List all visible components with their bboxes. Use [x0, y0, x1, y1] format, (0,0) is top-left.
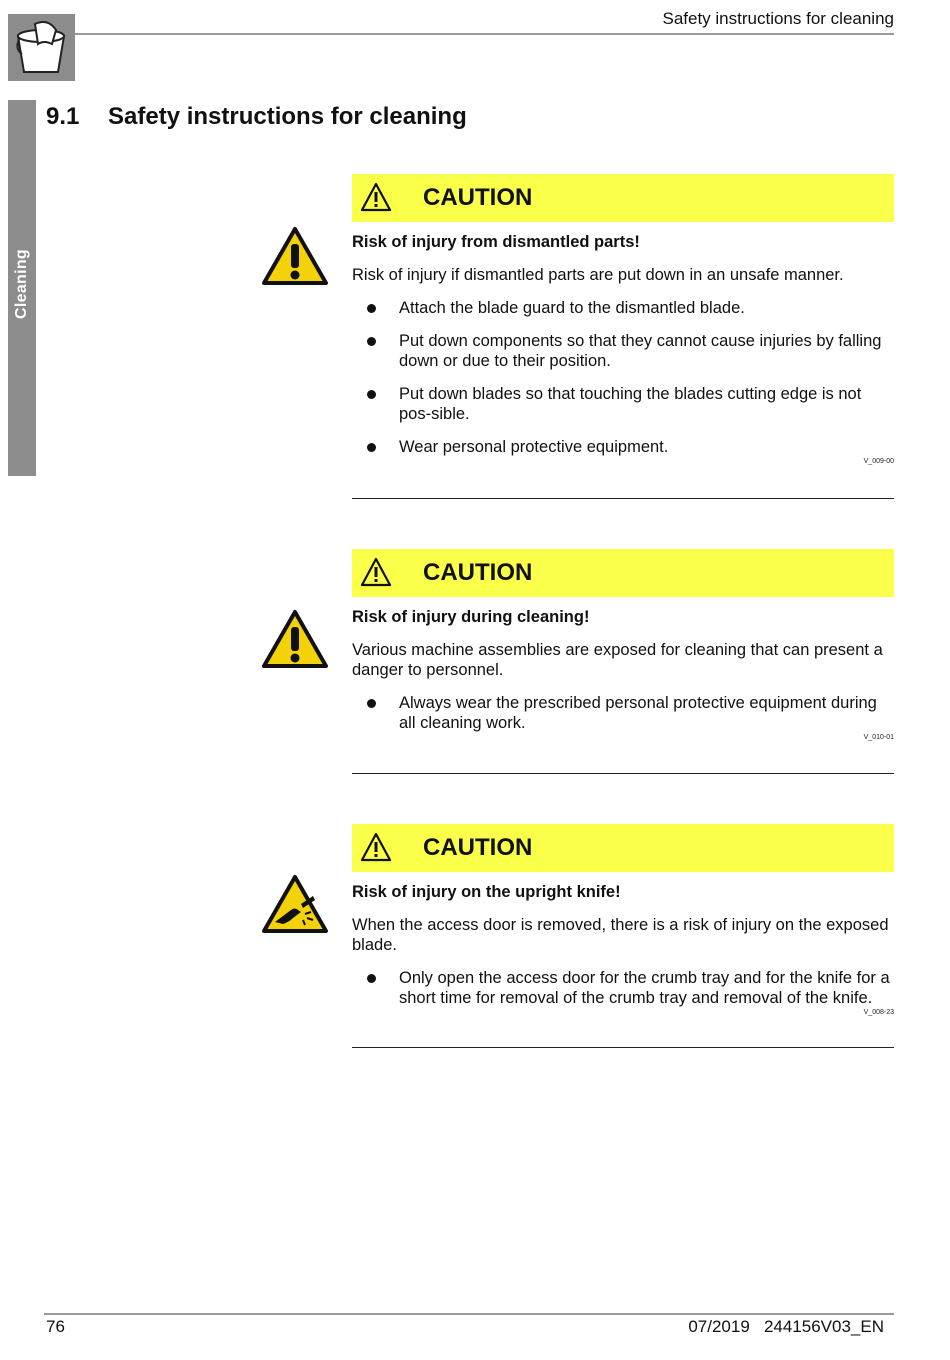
caution-bar	[352, 549, 894, 597]
general-warning-sign-icon	[261, 609, 329, 669]
signal-word: CAUTION	[423, 559, 533, 586]
reference-code: V_010-01	[863, 734, 894, 741]
general-warning-sign-icon	[261, 226, 329, 286]
chapter-side-tab	[8, 100, 36, 476]
risk-description: When the access door is removed, there is a risk of injury on the exposed blade.	[352, 916, 889, 954]
bullet-icon	[367, 443, 376, 452]
list-item-text: Put down blades so that touching the blades cutting edge is not pos-sible.	[399, 385, 862, 423]
list-item-text: Only open the access door for the crumb tray and for the knife for a short time for removal of the crumb tray and removal of the knife.	[399, 969, 890, 1007]
list-item-text: Always wear the prescribed personal protective equipment during all cleaning work.	[399, 694, 877, 732]
header-divider	[75, 33, 894, 35]
warning-block	[352, 824, 894, 1016]
caution-bar	[352, 824, 894, 872]
section-heading	[46, 103, 467, 131]
warning-triangle-icon	[360, 182, 392, 212]
section-title: Safety instructions for cleaning	[108, 103, 467, 130]
risk-description: Various machine assemblies are exposed for cleaning that can present a danger to personnel.	[352, 641, 883, 679]
bullet-icon	[367, 699, 376, 708]
list-item-text: Attach the blade guard to the dismantled blade.	[399, 299, 745, 317]
chapter-side-tab-label: Cleaning	[13, 249, 30, 319]
list-item	[352, 437, 894, 457]
list-item	[352, 331, 894, 371]
chapter-icon-box	[8, 14, 75, 81]
document-reference: 07/2019 244156V03_EN	[688, 1317, 884, 1336]
bullet-icon	[367, 974, 376, 983]
bullet-icon	[367, 304, 376, 313]
list-item	[352, 384, 894, 424]
warning-triangle-icon	[360, 832, 392, 862]
section-number: 9.1	[46, 103, 80, 130]
warning-block	[352, 174, 894, 465]
footer-divider	[44, 1313, 894, 1315]
warning-triangle-icon	[360, 557, 392, 587]
page-number: 76	[46, 1317, 65, 1336]
list-item	[352, 968, 894, 1008]
reference-code: V_008-23	[863, 1009, 894, 1016]
warning-block	[352, 549, 894, 741]
warning-divider	[352, 498, 894, 499]
list-item	[352, 298, 894, 318]
instruction-list	[352, 968, 894, 1008]
header-title: Safety instructions for cleaning	[662, 9, 894, 28]
warning-divider	[352, 773, 894, 774]
signal-word: CAUTION	[423, 184, 533, 211]
risk-title: Risk of injury during cleaning!	[352, 608, 590, 626]
caution-bar	[352, 174, 894, 222]
risk-description: Risk of injury if dismantled parts are put down in an unsafe manner.	[352, 266, 844, 284]
bullet-icon	[367, 390, 376, 399]
signal-word: CAUTION	[423, 834, 533, 861]
instruction-list	[352, 693, 894, 733]
cleaning-bucket-icon	[8, 14, 75, 81]
risk-title: Risk of injury from dismantled parts!	[352, 233, 640, 251]
bullet-icon	[367, 337, 376, 346]
cutting-hand-warning-sign-icon	[261, 874, 329, 934]
list-item-text: Wear personal protective equipment.	[399, 438, 669, 456]
warning-divider	[352, 1047, 894, 1048]
list-item	[352, 693, 894, 733]
reference-code: V_009-00	[863, 458, 894, 465]
risk-title: Risk of injury on the upright knife!	[352, 883, 621, 901]
instruction-list	[352, 298, 894, 457]
list-item-text: Put down components so that they cannot cause injuries by falling down or due to their position.	[399, 332, 882, 370]
